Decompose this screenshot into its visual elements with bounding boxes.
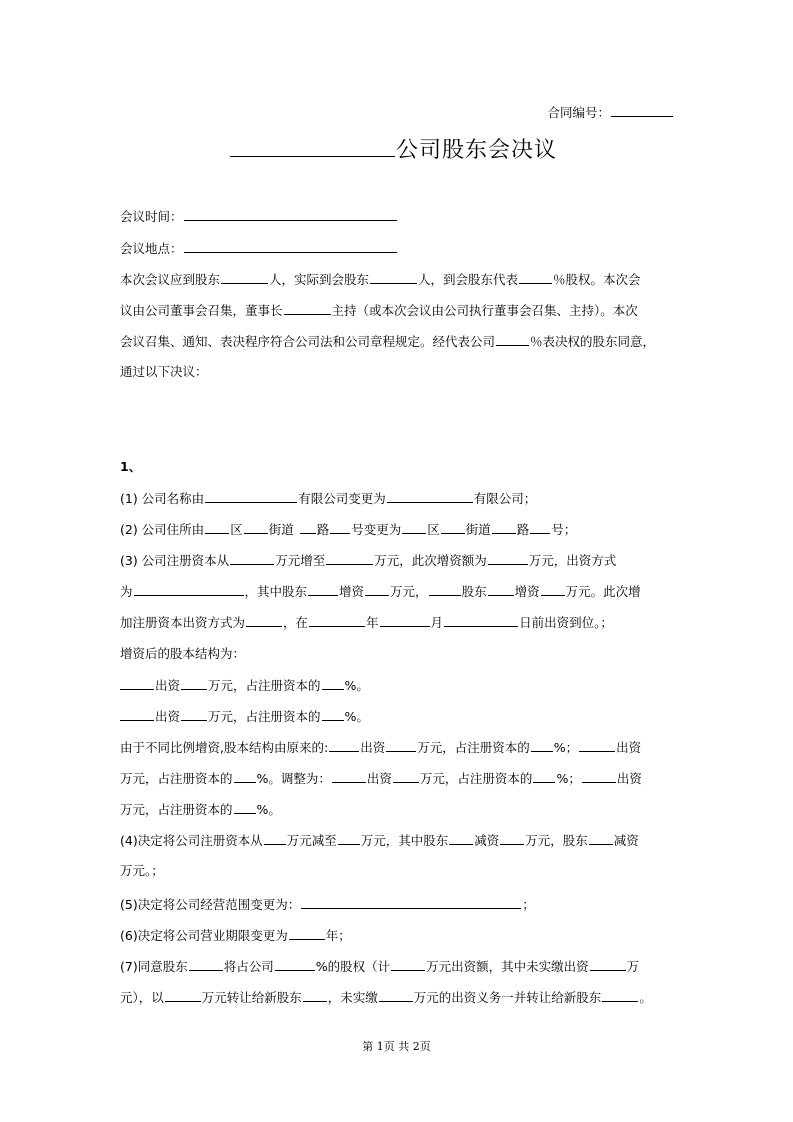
- text: %。: [344, 678, 369, 693]
- text: (5)决定将公司经营范围变更为：: [120, 897, 301, 912]
- ratio-line: [120, 739, 641, 756]
- text: (3) 公司注册资本从: [120, 553, 230, 568]
- blank[interactable]: [284, 302, 331, 315]
- blank[interactable]: [579, 739, 615, 752]
- page-footer: [0, 1038, 793, 1054]
- item-3-cont: [120, 583, 641, 600]
- blank[interactable]: [181, 708, 207, 721]
- blank[interactable]: [289, 927, 325, 940]
- blank[interactable]: [120, 708, 154, 721]
- text: 年: [366, 615, 379, 630]
- text: 万元增至: [275, 553, 326, 568]
- blank[interactable]: [326, 552, 373, 565]
- text: %。调整为：: [256, 771, 331, 786]
- text: 万元，占注册资本的: [419, 771, 533, 786]
- text: 号；: [551, 522, 577, 537]
- text: 主持（或本次会议由公司执行董事会召集、主持）。本次: [331, 303, 638, 318]
- meeting-time-blank[interactable]: [184, 208, 397, 221]
- text: 元），以: [120, 990, 164, 1005]
- blank[interactable]: [444, 614, 518, 627]
- blank[interactable]: [329, 739, 359, 752]
- text: %的股权（计: [315, 959, 391, 974]
- blank[interactable]: [492, 521, 516, 534]
- title-text: 公司股东会决议: [396, 138, 558, 163]
- item-7: [120, 958, 639, 975]
- blank[interactable]: [264, 832, 286, 845]
- blank[interactable]: [322, 708, 344, 721]
- text: ，未实缴: [327, 990, 378, 1005]
- blank[interactable]: [590, 958, 626, 971]
- blank[interactable]: [519, 271, 552, 284]
- text: (6)决定将公司营业期限变更为: [120, 928, 288, 943]
- blank[interactable]: [500, 832, 524, 845]
- text: 出资: [360, 740, 386, 755]
- text: ％表决权的股东同意，: [530, 334, 656, 349]
- text: 出资: [155, 678, 181, 693]
- item-3-cont: [120, 614, 613, 631]
- text: 出资: [616, 771, 642, 786]
- text: 万: [626, 959, 640, 974]
- blank[interactable]: [301, 896, 521, 909]
- contract-number: [547, 103, 674, 121]
- blank[interactable]: [134, 583, 244, 596]
- blank[interactable]: [275, 958, 315, 971]
- meeting-place: [120, 240, 398, 257]
- item-4: [120, 832, 639, 849]
- blank[interactable]: [181, 677, 207, 690]
- text: 人，到会股东代表: [418, 272, 519, 287]
- intro-line: [120, 271, 641, 288]
- text: 万元，占注册资本的: [120, 802, 233, 817]
- blank[interactable]: [332, 770, 366, 783]
- text: ，在: [283, 615, 309, 630]
- item-3: [120, 552, 616, 569]
- text: (4)决定将公司注册资本从: [120, 833, 263, 848]
- text: 号变更为: [351, 522, 402, 537]
- meeting-time-label: 会议时间：: [120, 209, 183, 224]
- text: 区: [427, 522, 440, 537]
- text: 万元。此次增: [565, 584, 641, 599]
- text: 有限公司；: [473, 491, 537, 506]
- blank[interactable]: [589, 832, 613, 845]
- blank[interactable]: [402, 521, 426, 534]
- text: 路: [516, 522, 530, 537]
- blank[interactable]: [488, 552, 528, 565]
- text: 万元，占注册资本的: [120, 771, 233, 786]
- text: 加注册资本出资方式为: [120, 615, 246, 630]
- intro-line: [120, 333, 655, 350]
- blank[interactable]: [386, 739, 416, 752]
- text: (7)同意股东: [120, 959, 188, 974]
- blank[interactable]: [244, 521, 268, 534]
- text: 本次会议应到股东: [120, 272, 221, 287]
- blank[interactable]: [370, 271, 417, 284]
- blank[interactable]: [531, 739, 553, 752]
- text: 出资: [616, 740, 642, 755]
- item-5: [120, 896, 535, 913]
- blank[interactable]: [330, 521, 350, 534]
- blank[interactable]: [533, 770, 555, 783]
- text: 由于不同比例增资,股本结构由原来的:: [120, 740, 329, 755]
- text: 街道: [465, 522, 491, 537]
- text: 日前出资到位。；: [519, 615, 613, 630]
- text: 会议召集、通知、表决程序符合公司法和公司章程规定。经代表公司: [120, 334, 496, 349]
- text: 股东: [461, 584, 487, 599]
- text: 万元，占注册资本的: [208, 709, 321, 724]
- text: 减资: [474, 833, 500, 848]
- text: 万元，占注册资本的: [417, 740, 530, 755]
- text: 路: [316, 522, 330, 537]
- text: 。: [639, 990, 652, 1005]
- text: 万元，其中股东: [360, 833, 449, 848]
- text: ％股权。本次会: [553, 272, 641, 287]
- text: 万元的出资义务一并转让给新股东: [413, 990, 602, 1005]
- text: (1) 公司名称由: [120, 491, 205, 506]
- text: 区: [230, 522, 243, 537]
- ratio-line: [120, 801, 281, 818]
- text: %。: [256, 802, 281, 817]
- blank[interactable]: [391, 958, 425, 971]
- blank[interactable]: [221, 271, 268, 284]
- blank[interactable]: [205, 490, 297, 503]
- item-7-cont: [120, 989, 652, 1006]
- text: %。: [344, 709, 369, 724]
- text: ，其中股东: [244, 584, 308, 599]
- blank[interactable]: [205, 521, 229, 534]
- text: 年；: [325, 928, 351, 943]
- company-name-blank[interactable]: [230, 136, 395, 157]
- text: 出资: [366, 771, 392, 786]
- contract-number-label: 合同编号：: [547, 105, 610, 120]
- meeting-place-label: 会议地点：: [120, 241, 183, 256]
- text: 增资: [339, 584, 365, 599]
- text: 减资: [613, 833, 639, 848]
- blank[interactable]: [322, 677, 344, 690]
- text: 万元，占注册资本的: [208, 678, 321, 693]
- blank[interactable]: [303, 989, 327, 1002]
- intro-line: [120, 364, 208, 380]
- text: 万元转让给新股东: [201, 990, 302, 1005]
- blank[interactable]: [611, 104, 673, 117]
- item-4-cont: [120, 863, 164, 879]
- text: 万元减至: [286, 833, 337, 848]
- blank[interactable]: [379, 989, 413, 1002]
- blank[interactable]: [429, 583, 461, 596]
- blank[interactable]: [530, 521, 550, 534]
- blank[interactable]: [449, 832, 473, 845]
- blank[interactable]: [387, 490, 473, 503]
- blank[interactable]: [541, 583, 565, 596]
- blank[interactable]: [602, 989, 638, 1002]
- blank[interactable]: [380, 614, 430, 627]
- text: 月: [430, 615, 444, 630]
- blank[interactable]: [496, 333, 529, 346]
- blank[interactable]: [308, 583, 338, 596]
- structure-label: [120, 646, 245, 662]
- blank[interactable]: [300, 521, 316, 534]
- blank[interactable]: [488, 583, 514, 596]
- blank[interactable]: [234, 770, 256, 783]
- meeting-time: [120, 208, 398, 225]
- text: 万元，出资方式: [528, 553, 617, 568]
- text: 万元。；: [120, 863, 164, 878]
- text: ；: [522, 897, 535, 912]
- text: 人，实际到会股东: [269, 272, 370, 287]
- text: 议由公司董事会召集，董事长: [120, 303, 283, 318]
- text: 万元出资额，其中未实缴出资: [426, 959, 589, 974]
- blank[interactable]: [365, 583, 389, 596]
- text: 万元，: [390, 584, 428, 599]
- text: 1、: [120, 459, 142, 474]
- blank[interactable]: [582, 770, 616, 783]
- item-2: [120, 521, 576, 538]
- structure-row: [120, 708, 369, 725]
- text: 为: [120, 584, 133, 599]
- blank[interactable]: [165, 989, 201, 1002]
- text: 通过以下决议：: [120, 364, 208, 379]
- blank[interactable]: [230, 552, 274, 565]
- ratio-line: [120, 770, 642, 787]
- section-number: [120, 459, 141, 475]
- text: 街道: [268, 522, 294, 537]
- blank[interactable]: [234, 801, 256, 814]
- page-title: [229, 133, 557, 164]
- text: %；: [553, 740, 579, 755]
- blank[interactable]: [189, 958, 223, 971]
- item-6: [120, 927, 351, 944]
- structure-row: [120, 677, 369, 694]
- blank[interactable]: [309, 614, 365, 627]
- text: 增资: [514, 584, 540, 599]
- blank[interactable]: [246, 614, 282, 627]
- blank[interactable]: [120, 677, 154, 690]
- text: 万元，此次增资额为: [374, 553, 487, 568]
- text: 万元，股东: [525, 833, 588, 848]
- text: (2) 公司住所由: [120, 522, 205, 537]
- text: 增资后的股本结构为：: [120, 646, 246, 661]
- text: 有限公司变更为: [298, 491, 386, 506]
- text: 出资: [155, 709, 181, 724]
- item-1: [120, 490, 536, 507]
- blank[interactable]: [441, 521, 465, 534]
- blank[interactable]: [338, 832, 360, 845]
- text: 将占公司: [223, 959, 274, 974]
- intro-line: [120, 302, 638, 319]
- text: %；: [556, 771, 581, 786]
- blank[interactable]: [393, 770, 419, 783]
- meeting-place-blank[interactable]: [184, 240, 397, 253]
- page-number: 第 1页 共 2页: [362, 1040, 431, 1053]
